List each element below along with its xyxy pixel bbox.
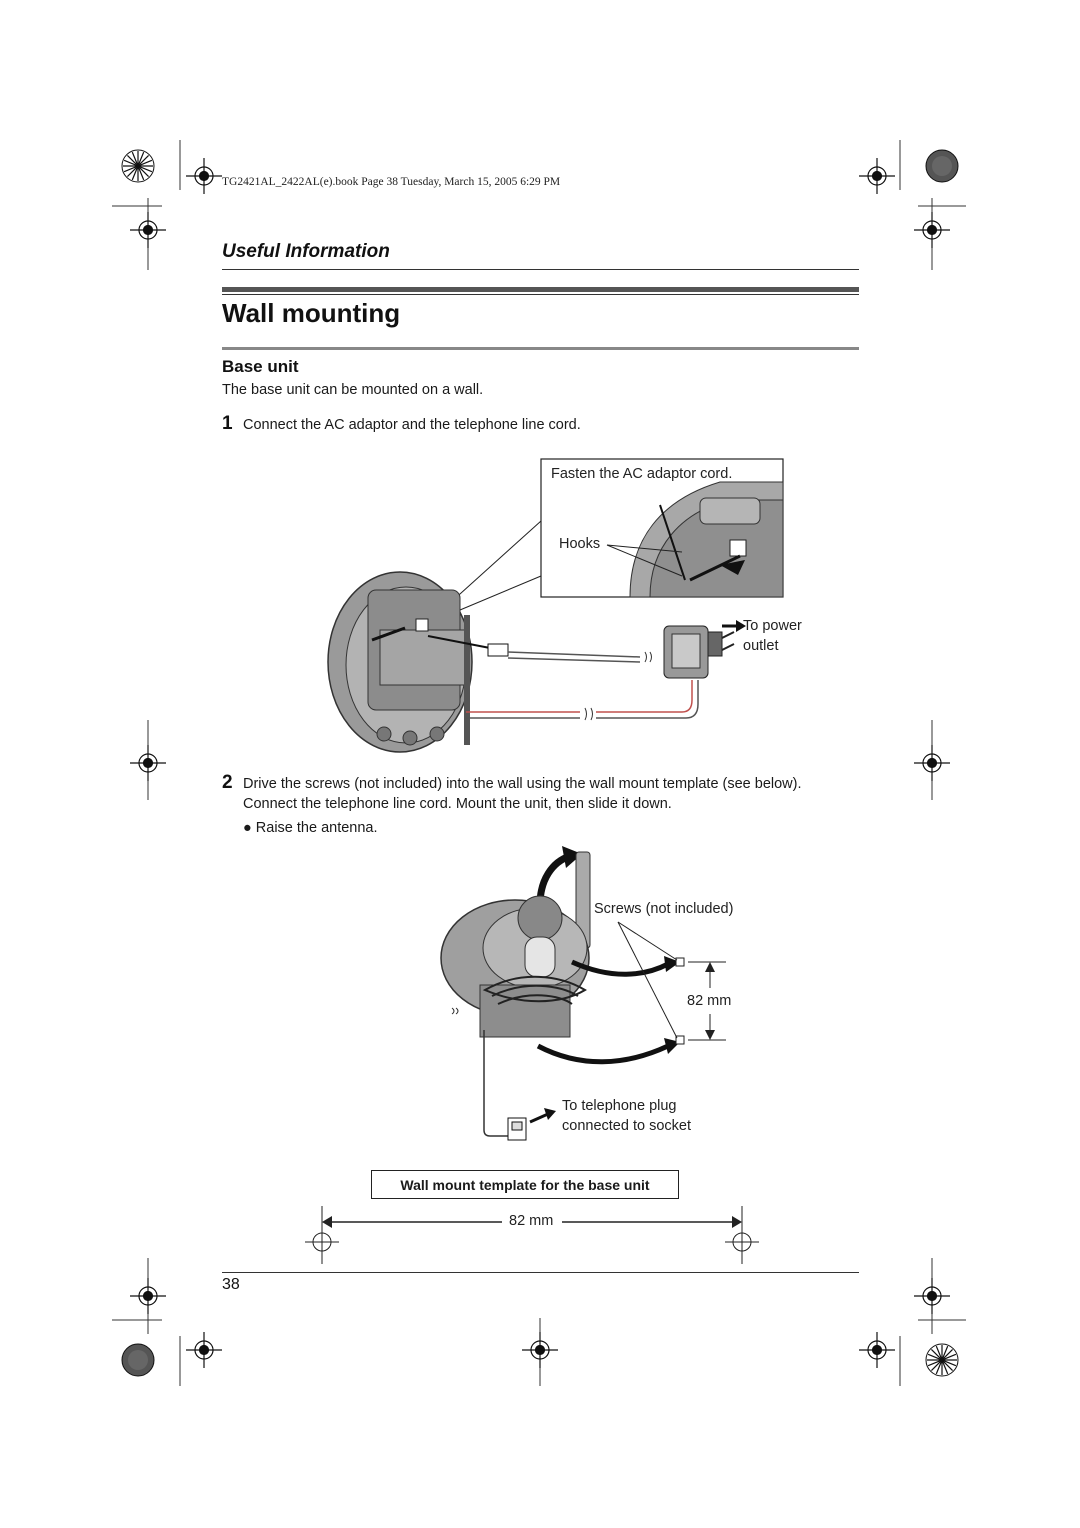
telephone-plug-label-2: connected to socket (562, 1118, 691, 1134)
inset-caption: Fasten the AC adaptor cord. (551, 466, 733, 482)
section-header: Useful Information (222, 241, 390, 262)
print-file-header: TG2421AL_2422AL(e).book Page 38 Tuesday, March 15, 2005 6:29 PM (222, 176, 561, 188)
step-2-line-2: Connect the telephone line cord. Mount the unit, then slide it down. (243, 796, 672, 812)
power-outlet-label-1: To power (743, 618, 802, 634)
template-distance-label: 82 mm (509, 1213, 554, 1229)
power-outlet-label-2: outlet (743, 638, 779, 654)
step-1-text: Connect the AC adaptor and the telephone line cord. (243, 417, 581, 433)
template-title-box: Wall mount template for the base unit (371, 1170, 679, 1199)
page-title: Wall mounting (222, 298, 401, 328)
step-2-number: 2 (222, 772, 233, 793)
screw-spacing-label: 82 mm (687, 993, 732, 1009)
page-number: 38 (222, 1276, 240, 1293)
step-2-line-1: Drive the screws (not included) into the wall using the wall mount template (see below). (243, 776, 802, 792)
hooks-label: Hooks (559, 536, 601, 552)
intro-text: The base unit can be mounted on a wall. (222, 382, 484, 398)
step-1-number: 1 (222, 413, 233, 434)
subheading: Base unit (222, 357, 299, 376)
footer-rule (222, 1272, 859, 1273)
bullet-text: Raise the antenna. (255, 820, 378, 836)
screws-label: Screws (not included) (594, 901, 734, 917)
telephone-plug-label-1: To telephone plug (562, 1098, 677, 1114)
bullet-icon: ● (243, 820, 252, 836)
